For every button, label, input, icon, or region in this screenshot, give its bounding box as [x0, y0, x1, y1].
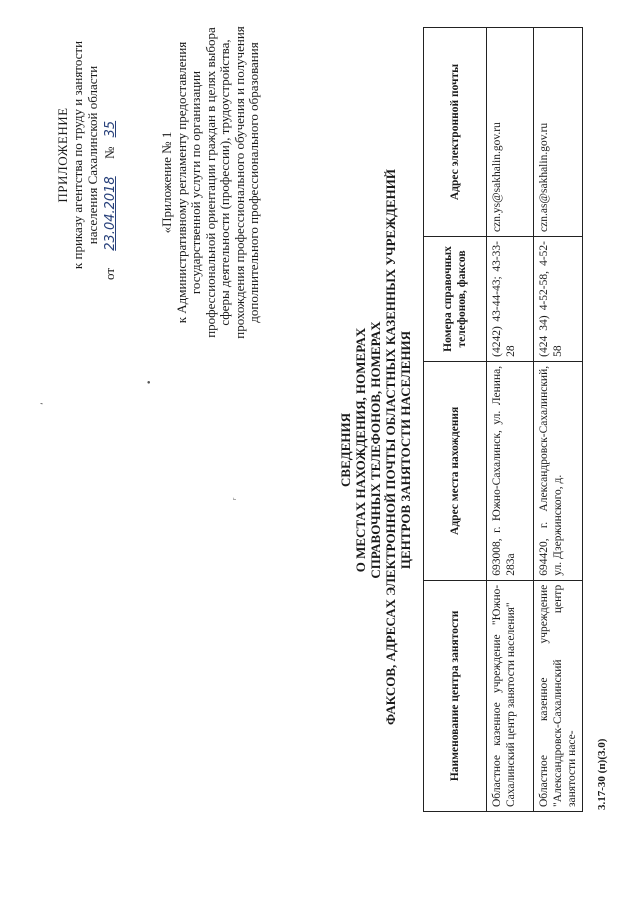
annex-block	[160, 20, 262, 345]
order-number-handwritten: 35	[103, 120, 118, 138]
employment-centers-table	[423, 27, 583, 812]
heading-line-3: ФАКСОВ, АДРЕСАХ ЭЛЕКТРОННОЙ ПОЧТЫ ОБЛАСТНЫХ КАЗЕННЫХ УЧРЕЖДЕНИЙ	[383, 168, 398, 725]
cell-center-name: Областное казенное учреждение "Южно-Сахалинский центр занятости населения"	[487, 580, 534, 811]
table-header-row	[424, 28, 487, 812]
document-heading	[338, 168, 413, 725]
header-center-name: Наименование центра занятости	[424, 580, 487, 811]
heading-line-2: О МЕСТАХ НАХОЖДЕНИЯ, НОМЕРАХ СПРАВОЧНЫХ ТЕЛЕФОНОВ, НОМЕРАХ	[353, 321, 383, 579]
table-row	[534, 28, 583, 812]
header-phones: Номера справочных телефонов, факсов	[424, 237, 487, 362]
table-row	[487, 28, 534, 812]
scan-speck: ʳ	[232, 497, 242, 500]
cell-email: czn.ys@sakhalin.gov.ru	[487, 28, 534, 237]
appendix-title: ПРИЛОЖЕНИЕ	[55, 107, 70, 203]
appendix-date-row	[102, 30, 118, 280]
number-label: №	[102, 146, 117, 160]
annex-title: «Приложение № 1	[159, 131, 174, 234]
cell-phones: (424 34) 4-52-58, 4-52-58	[534, 237, 583, 362]
scan-speck: ʻ	[40, 402, 50, 405]
appendix-order-line: к приказу агентства по труду и занятости	[70, 40, 85, 270]
cell-address: 693008, г. Южно-Сахалинск, ул. Ленина, 283а	[487, 361, 534, 580]
document-code: 3.17-30 (п)(3.0)	[596, 738, 608, 810]
cell-center-name: Областное казенное учреждение "Александровск-Сахалинский центр занятости насе-	[534, 580, 583, 811]
order-date-handwritten: 23.04.2018	[103, 176, 118, 251]
cell-phones: (4242) 43-44-43; 43-33-28	[487, 237, 534, 362]
annex-text: к Административному регламенту предоставления государственной услуги по организации профессиональной ориентации граждан в целях выбора сферы деятельности (профессии), трудоустройства, прохождения профессионального обучения и получения дополнительного профессионального образования	[173, 26, 261, 339]
appendix-region-line: населения Сахалинской области	[85, 65, 100, 245]
header-address: Адрес места нахождения	[424, 361, 487, 580]
heading-line-4: ЦЕНТРОВ ЗАНЯТОСТИ НАСЕЛЕНИЯ	[398, 330, 413, 570]
header-email: Адрес электронной почты	[424, 28, 487, 237]
appendix-block	[55, 30, 118, 280]
cell-address: 694420, г. Александровск-Сахалинский, ул. Дзержинского, д.	[534, 361, 583, 580]
from-label: от	[102, 267, 117, 280]
scan-speck: •	[145, 379, 155, 385]
heading-line-1: СВЕДЕНИЯ	[338, 413, 353, 487]
cell-email: czn.as@sakhalin.gov.ru	[534, 28, 583, 237]
